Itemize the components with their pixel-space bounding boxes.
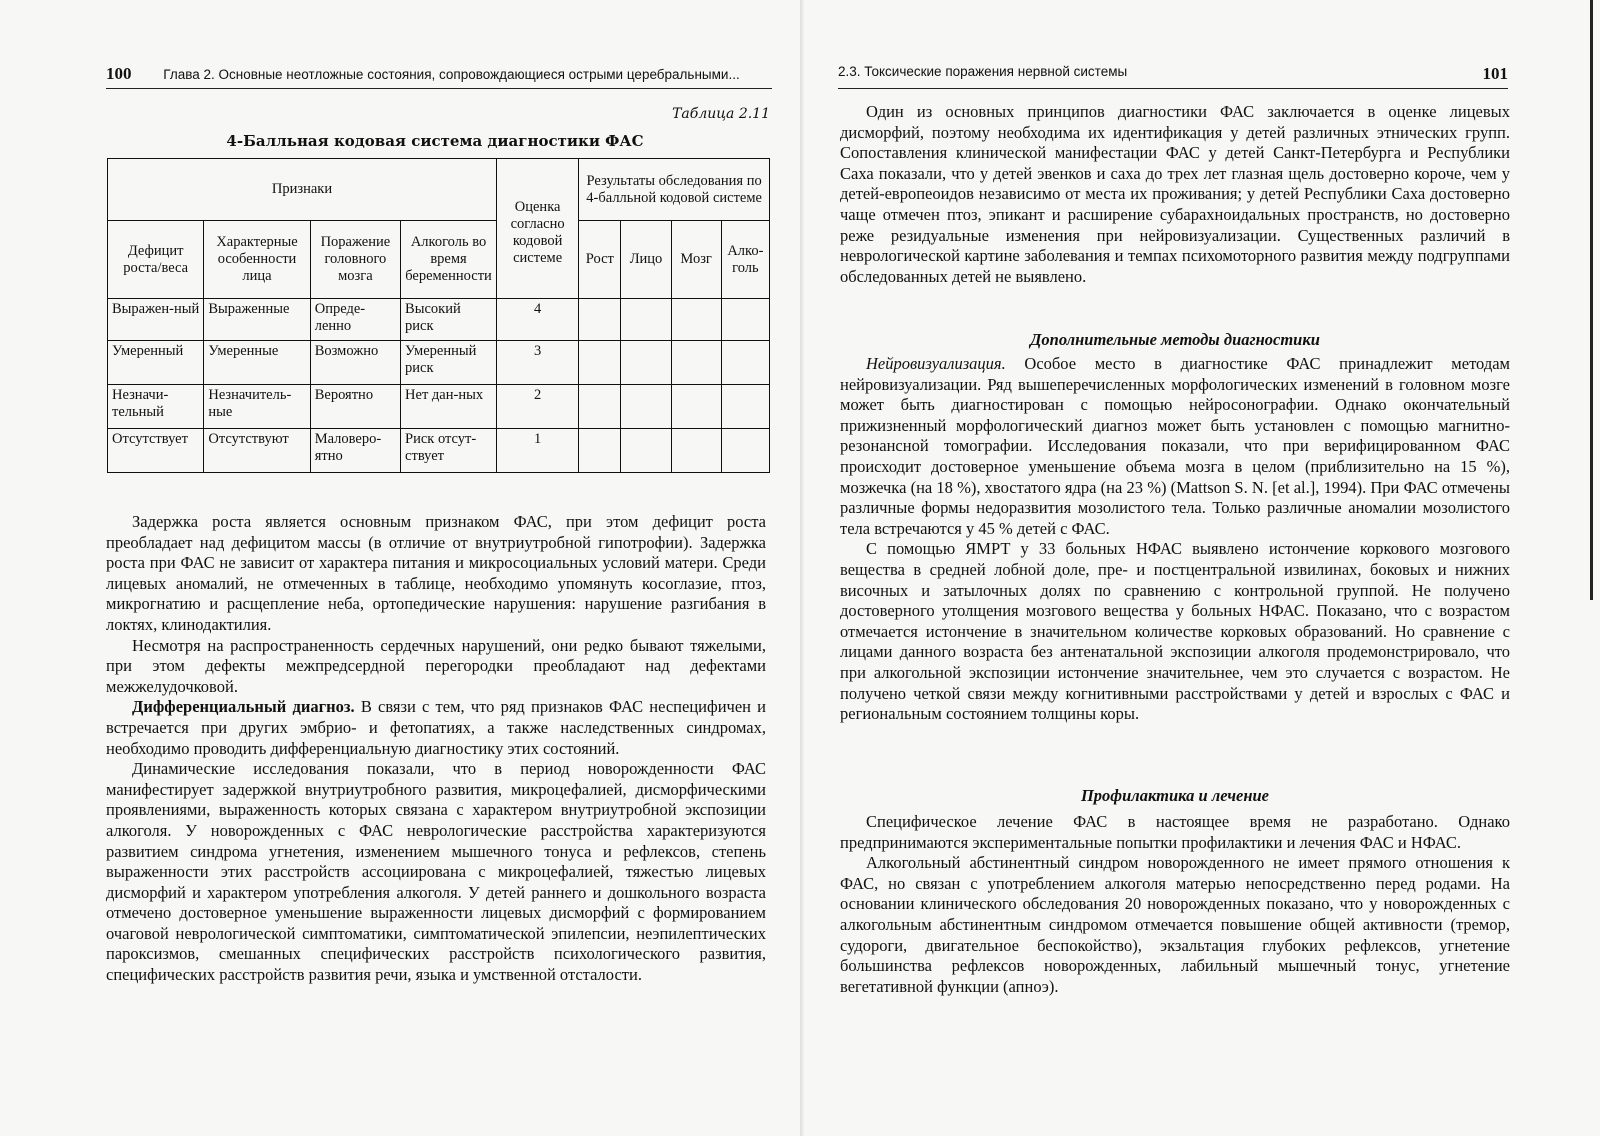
paragraph-text: В связи с тем, что ряд признаков ФАС неспецифичен и встречается при других эмбрио- и фетопатиях, а также наследственных синдромах, необходимо проводить дифференциальную диагностику этих состояний.	[106, 697, 766, 758]
subheader-brain: Поражение головного мозга	[310, 221, 400, 299]
empty-cell	[671, 385, 721, 429]
empty-cell	[721, 385, 769, 429]
empty-cell	[621, 429, 671, 473]
cell: Выраженные	[204, 299, 310, 341]
cell: Высокий риск	[401, 299, 497, 341]
cell: Отсутствует	[108, 429, 204, 473]
subheader-growth: Дефицит роста/веса	[108, 221, 204, 299]
table-title: 4-Балльная кодовая система диагностики ФАС	[226, 132, 644, 150]
paragraph: С помощью ЯМРТ у 33 больных НФАС выявлено истончение коркового мозгового вещества в средней лобной доле, пре- и постцентральной извилинах, боковых и нижних височных и затылочных долях по сравнению с контрольной группой. Не получено достоверного утолщения мозгового вещества у больных НФАС. Показано, что с возрастом отмечается истончение в значительном количестве корковых образований. Но сравнение с лицами данного возраста без антенатальной экспозиции алкоголя продемонстрировало, что при алкогольной экспозиции истончение значительнее, чем это случается с возрастом. Не получено четкой связи между когнитивными расстройствами у детей и взрослых с ФАС и региональным состоянием толщины коры.	[840, 539, 1510, 724]
cell: Риск отсут-ствует	[401, 429, 497, 473]
score-cell: 3	[496, 341, 578, 385]
run-in-heading: Дифференциальный диагноз.	[132, 697, 355, 717]
left-running-head	[106, 64, 740, 84]
subheader-face: Характерные особенности лица	[204, 221, 310, 299]
score-cell: 2	[496, 385, 578, 429]
left-header-rule	[106, 88, 772, 89]
right-neuro-text	[840, 354, 1510, 725]
empty-cell	[579, 341, 621, 385]
empty-cell	[721, 429, 769, 473]
score-cell: 4	[496, 299, 578, 341]
run-in-heading: Нейровизуализация.	[866, 354, 1006, 373]
empty-cell	[671, 341, 721, 385]
left-page-number: 100	[106, 64, 132, 83]
cell: Отсутствуют	[204, 429, 310, 473]
paragraph: Несмотря на распространенность сердечных нарушений, они редко бывают тяжелыми, при этом дефекты межпредсердной перегородки преобладают над дефектами межжелудочковой.	[106, 635, 766, 696]
empty-cell	[621, 299, 671, 341]
right-running-head	[838, 64, 1508, 84]
subheading-prevention: Профилактика и лечение	[1080, 786, 1270, 805]
paragraph	[840, 354, 1510, 539]
right-intro-text	[840, 102, 1510, 287]
table-row	[108, 385, 770, 429]
paragraph: Специфическое лечение ФАС в настоящее время не разработано. Однако предпринимаются экспериментальные попытки профилактики и лечения ФАС и НФАС.	[840, 812, 1510, 852]
paragraph-text: Особое место в диагностике ФАС принадлежит методам нейровизуализации. Ряд вышеперечисленных морфологических изменений в головном мозге может быть диагностирован с помощью нейросонографии. Однако окончательный прижизненный морфологический диагноз может быть установлен с помощью магнитно-резонансной томографии. Исследования показали, что при верифицированном ФАС происходит достоверное уменьшение объема мозга в целом (приблизительно на 15 %), мозжечка (на 18 %), хвостатого ядра (на 23 %) (Mattson S. N. [et al.], 1994). При ФАС отмечены различные формы недоразвития мозолистого тела. Только различные аномалии мозолистого тела встречаются у 45 % детей с ФАС.	[840, 354, 1510, 538]
subheader-result-brain: Мозг	[671, 221, 721, 299]
paragraph: Динамические исследования показали, что в период новорожденности ФАС манифестирует задержкой внутриутробного развития, микроцефалией, дисморфическими проявлениями, выраженность которых связана с характером внутриутробной экспозиции алкоголя. У новорожденных с ФАС неврологические расстройства характеризуются развитием синдрома угнетения, изменением мышечного тонуса и рефлексов, степень выраженности этих расстройств ассоциирована с микроцефалией, тяжестью лицевых дисморфий и характером употребления алкоголя. У детей раннего и дошкольного возраста отмечено достоверное уменьшение выраженности лицевых дисморфий с формированием очаговой неврологической симптоматики, симптоматической эпилепсии, неэпилептических пароксизмов, смешанных специфических расстройств психологического развития, специфических расстройств развития речи, языка и умственной отсталости.	[106, 759, 766, 985]
empty-cell	[671, 429, 721, 473]
cell: Выражен-ный	[108, 299, 204, 341]
cell: Умеренный риск	[401, 341, 497, 385]
subheader-alcohol: Алкоголь во время беременности	[401, 221, 497, 299]
right-page-number: 101	[1482, 64, 1508, 83]
paragraph: Один из основных принципов диагностики ФАС заключается в оценке лицевых дисморфий, поэтому необходима их идентификация у детей различных этнических групп. Сопоставления клинической манифестации ФАС у детей Санкт-Петербурга и Республики Саха показали, что у детей эвенков и саха до трех лет глазная щель достоверно короче, чем у детей-европеоидов независимо от места их проживания; у детей Республики Саха достоверно чаще отмечен птоз, эпикант и расширение субарахноидальных пространств, но достоверно реже резидуальные изменения при нейровизуализации. Существенных различий в неврологической картине заболевания и темпах психомоторного развития между подгруппами обследованных детей не выявлено.	[840, 102, 1510, 286]
right-treatment-text	[840, 812, 1510, 997]
fas-diagnostic-table	[107, 158, 770, 473]
left-body-text	[106, 512, 766, 986]
right-page	[800, 0, 1600, 1136]
subheading-additional-methods: Дополнительные методы диагностики	[1030, 330, 1320, 349]
empty-cell	[621, 385, 671, 429]
empty-cell	[721, 341, 769, 385]
subheader-result-growth: Рост	[579, 221, 621, 299]
paragraph: Задержка роста является основным признаком ФАС, при этом дефицит роста преобладает над дефицитом массы (в отличие от внутриутробной гипотрофии). Задержка роста при ФАС не зависит от характера питания и микросоциальных условий матери. Среди лицевых аномалий, не отмеченных в таблице, необходимо упомянуть косоглазие, птоз, микрогнатию и расщепление неба, ортопедические нарушения: нарушение разгибания в локтях, клинодактилия.	[106, 512, 766, 634]
subheader-result-alcohol: Алко-голь	[721, 221, 769, 299]
empty-cell	[721, 299, 769, 341]
cell: Незначитель-ные	[204, 385, 310, 429]
empty-cell	[621, 341, 671, 385]
cell: Умеренный	[108, 341, 204, 385]
empty-cell	[671, 299, 721, 341]
left-chapter-title: Глава 2. Основные неотложные состояния, сопровождающиеся острыми церебральными...	[163, 67, 740, 82]
header-score: Оценка согласно кодовой системе	[496, 159, 578, 299]
table-subheader-row	[108, 221, 770, 299]
score-cell: 1	[496, 429, 578, 473]
table-row	[108, 429, 770, 473]
table-caption: Таблица 2.11	[672, 106, 770, 122]
table-row	[108, 341, 770, 385]
table-row	[108, 299, 770, 341]
cell: Умеренные	[204, 341, 310, 385]
paragraph	[106, 697, 766, 759]
right-section-title: 2.3. Токсические поражения нервной системы	[838, 64, 1128, 79]
cell: Возможно	[310, 341, 400, 385]
subheader-result-face: Лицо	[621, 221, 671, 299]
header-results: Результаты обследования по 4-балльной кодовой системе	[579, 159, 770, 221]
cell: Вероятно	[310, 385, 400, 429]
cell: Нет дан-ных	[401, 385, 497, 429]
empty-cell	[579, 429, 621, 473]
empty-cell	[579, 299, 621, 341]
cell: Опреде-ленно	[310, 299, 400, 341]
paragraph: Алкогольный абстинентный синдром новорожденного не имеет прямого отношения к ФАС, но связан с употреблением алкоголя матерью непосредственно перед родами. На основании клинического обследования 20 новорожденных показано, что у новорожденных с алкогольным абстинентным синдромом отмечается повышение общей активности (тремор, судороги, двигательное беспокойство), экзальтация глубоких рефлексов, угнетение большинства рефлексов новорожденных, лабильный мышечный тонус, угнетение вегетативной функции (апноэ).	[840, 853, 1510, 996]
right-header-rule	[838, 88, 1508, 89]
cell: Незначи-тельный	[108, 385, 204, 429]
header-signs: Признаки	[108, 159, 497, 221]
empty-cell	[579, 385, 621, 429]
table-header-row	[108, 159, 770, 221]
cell: Маловеро-ятно	[310, 429, 400, 473]
